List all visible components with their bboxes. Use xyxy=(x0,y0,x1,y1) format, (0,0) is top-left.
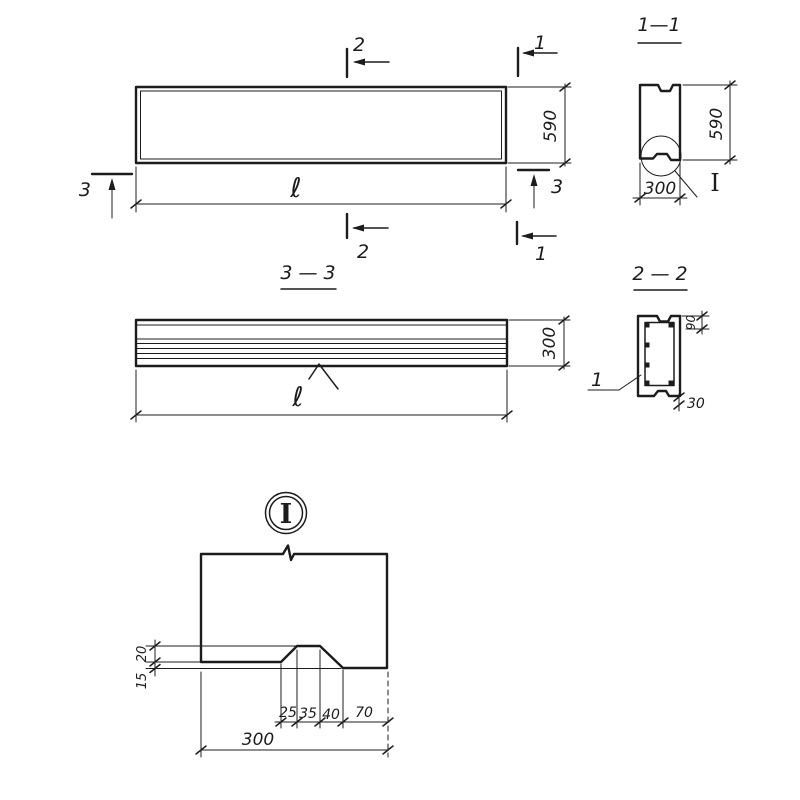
detail-ref-label: I xyxy=(710,169,720,197)
cut-label-2-bottom: 2 xyxy=(357,241,370,263)
rebar-ref-label: 1 xyxy=(590,369,604,391)
section-cut-1-top-marker xyxy=(518,32,557,76)
detail-callout-circle xyxy=(641,136,681,176)
dim-value-15: 15 xyxy=(135,672,150,690)
dim-value-590: 590 xyxy=(541,109,561,143)
rebar-dot-icon xyxy=(645,363,650,368)
detail-i-view xyxy=(135,493,393,758)
section-1-1-height-dimension xyxy=(683,81,737,164)
dim-value-70: 70 xyxy=(355,705,373,721)
dim-value-300: 300 xyxy=(643,179,677,199)
section-3-3-height-dimension xyxy=(509,316,570,370)
section-2-2-title: 2 — 2 xyxy=(632,263,688,285)
beam-elevation-view xyxy=(79,32,571,265)
dim-value-35: 35 xyxy=(299,706,317,722)
detail-block-outline xyxy=(201,546,387,669)
dim-value-length: ℓ xyxy=(290,173,302,204)
elevation-height-dimension xyxy=(508,83,571,167)
arrowhead-left-icon xyxy=(352,225,364,232)
detail-left-dimensions xyxy=(135,640,341,689)
section-1-1-outline xyxy=(640,85,680,160)
rebar-leader xyxy=(588,369,641,391)
dim-value-590: 590 xyxy=(707,107,727,141)
section-1-1-view xyxy=(633,14,737,205)
arrowhead-left-icon xyxy=(353,59,365,66)
cut-label-1-bottom: 1 xyxy=(535,243,548,265)
dim-value-300: 300 xyxy=(540,326,560,360)
section-cut-1-bottom-marker xyxy=(517,222,556,265)
rebar-dots xyxy=(645,323,674,386)
section-cut-2-bottom-marker xyxy=(347,214,388,263)
beam-inner-edge-line xyxy=(141,91,502,159)
section-cut-2-top-marker xyxy=(347,34,389,77)
section-2-2-top-cover-dimension xyxy=(682,311,709,334)
dim-value-length: ℓ xyxy=(292,382,304,413)
cut-label-3-left: 3 xyxy=(78,179,91,201)
detail-i-bubble xyxy=(266,493,307,534)
rebar-dot-icon xyxy=(645,323,650,328)
detail-ref-label: I xyxy=(279,499,293,530)
dim-value-25: 25 xyxy=(279,705,297,721)
dim-value-40: 40 xyxy=(322,707,340,723)
section-cut-3-right-marker xyxy=(518,170,563,208)
section-2-2-view xyxy=(588,263,709,412)
section-3-3-title: 3 — 3 xyxy=(280,262,336,284)
cut-label-3-right: 3 xyxy=(551,176,564,198)
elevation-length-dimension xyxy=(131,167,511,212)
dim-value-90: 90 xyxy=(684,314,698,331)
section-1-1-width-dimension xyxy=(633,163,687,205)
stirrup-outline xyxy=(645,323,674,386)
dim-value-30: 30 xyxy=(687,396,705,412)
dim-value-300: 300 xyxy=(241,730,275,750)
section-3-3-length-dimension xyxy=(131,370,512,422)
rebar-dot-icon xyxy=(645,381,650,386)
rebar-dot-icon xyxy=(645,343,650,348)
dim-value-20: 20 xyxy=(135,645,150,663)
section-cut-3-left-marker xyxy=(79,174,132,218)
section-2-2-bottom-cover-dimension xyxy=(674,393,705,412)
section-3-3-view xyxy=(131,262,570,422)
section-1-1-title: 1—1 xyxy=(637,14,681,36)
beam-outline xyxy=(136,87,506,163)
arrowhead-left-icon xyxy=(521,233,533,240)
detail-chain-dimensions xyxy=(275,650,393,728)
detail-leader-line xyxy=(675,171,697,197)
cut-label-1-top: 1 xyxy=(534,32,547,54)
rebar-dot-icon xyxy=(669,381,674,386)
cut-label-2-top: 2 xyxy=(353,34,366,56)
arrowhead-left-icon xyxy=(522,50,534,57)
rebar-dot-icon xyxy=(669,323,674,328)
strand-pointer-icon xyxy=(309,364,338,389)
